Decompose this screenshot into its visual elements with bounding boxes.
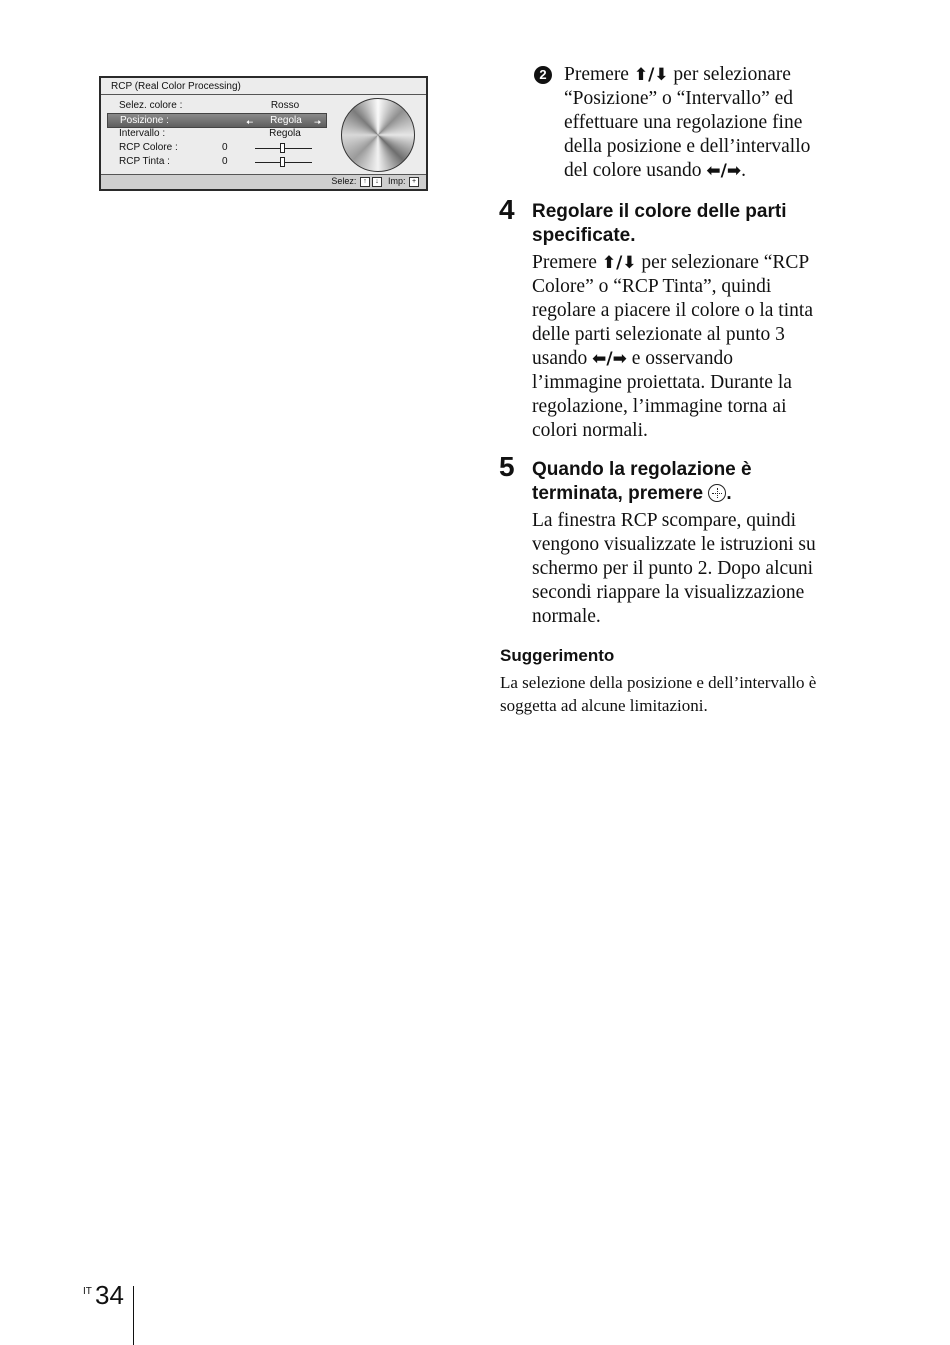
menu-row-label: RCP Tinta : xyxy=(119,156,170,167)
step-5-text xyxy=(532,509,927,629)
text-line: regolare a piacere il colore o la tinta xyxy=(532,300,813,321)
heading-line xyxy=(532,482,922,506)
left-right-arrow-icon: ⬅/➡ xyxy=(592,349,627,369)
enter-button-icon xyxy=(708,484,726,502)
menu-footer-hint xyxy=(331,176,420,187)
menu-row-label: Intervallo : xyxy=(119,128,166,139)
menu-row-label: Posizione : xyxy=(120,115,169,126)
footer-rule xyxy=(133,1286,134,1345)
text-frag: . xyxy=(726,483,732,504)
hue-slider xyxy=(255,162,312,163)
text-line: l’immagine proiettata. Durante la xyxy=(532,372,792,393)
text-line: soggetta ad alcune limitazioni. xyxy=(500,696,708,715)
text-line: effettuare una regolazione fine xyxy=(564,112,803,133)
text-line xyxy=(564,159,924,183)
text-frag: Premere xyxy=(532,252,597,273)
text-line: regolazione, l’immagine torna ai xyxy=(532,396,787,417)
step-4-text xyxy=(532,251,927,443)
substep-marker: 2 xyxy=(534,66,552,84)
arrow-right-icon: 🠦 xyxy=(314,117,322,127)
text-line: della posizione e dell’intervallo xyxy=(564,136,811,157)
down-key-icon: ↓ xyxy=(372,177,382,187)
text-frag: del colore usando xyxy=(564,160,702,181)
menu-row-value: Regola xyxy=(269,128,301,139)
menu-row-range xyxy=(107,128,327,141)
language-code: IT xyxy=(83,1286,92,1297)
step-5-heading xyxy=(532,458,922,506)
step-number-4: 4 xyxy=(499,194,515,225)
substep-2-text xyxy=(564,63,924,183)
text-line: schermo per il punto 2. Dopo alcuni xyxy=(532,558,814,579)
text-frag: e osservando xyxy=(631,348,733,369)
text-frag: usando xyxy=(532,348,588,369)
slider-knob xyxy=(280,157,285,167)
text-line xyxy=(532,251,927,275)
menu-row-color-select xyxy=(107,100,327,113)
step-number-5: 5 xyxy=(499,451,515,482)
menu-row-value: Rosso xyxy=(270,100,300,111)
color-wheel-preview xyxy=(341,98,415,172)
text-line: secondi riappare la visualizzazione xyxy=(532,582,805,603)
text-line: Colore” o “RCP Tinta”, quindi xyxy=(532,276,772,297)
text-line xyxy=(532,347,927,371)
left-right-arrow-icon: ⬅/➡ xyxy=(706,161,742,181)
menu-divider xyxy=(101,94,426,95)
text-frag: per selezionare “RCP xyxy=(641,252,810,273)
heading-line: specificate. xyxy=(532,225,636,246)
enter-key-icon: + xyxy=(409,177,419,187)
text-line: normale. xyxy=(532,606,601,627)
text-frag: per selezionare xyxy=(673,64,791,85)
up-down-arrow-icon: ⬆/⬇ xyxy=(601,253,637,273)
menu-row-label: Selez. colore : xyxy=(119,100,183,111)
footer-set-label: Imp: xyxy=(387,176,406,186)
menu-footer xyxy=(101,174,426,189)
page-number: 34 xyxy=(95,1280,124,1310)
text-frag: . xyxy=(741,160,746,181)
text-line: La finestra RCP scompare, quindi xyxy=(532,510,797,531)
menu-row-rcp-color xyxy=(107,142,327,155)
text-line: delle parti selezionate al punto 3 xyxy=(532,324,785,345)
text-line: colori normali. xyxy=(532,420,648,441)
up-key-icon: ↑ xyxy=(360,177,370,187)
menu-row-position xyxy=(107,113,327,128)
up-down-arrow-icon: ⬆/⬇ xyxy=(633,65,669,85)
heading-line: Quando la regolazione è xyxy=(532,459,752,480)
tip-text xyxy=(500,671,920,717)
color-slider xyxy=(255,148,312,149)
footer-select-label: Selez: xyxy=(331,176,357,186)
menu-row-number: 0 xyxy=(222,142,228,153)
text-frag: terminata, premere xyxy=(532,483,704,504)
step-4-heading xyxy=(532,200,922,248)
menu-row-rcp-hue xyxy=(107,156,327,169)
text-frag: Premere xyxy=(564,64,629,85)
text-line: vengono visualizzate le istruzioni su xyxy=(532,534,816,555)
rcp-menu-illustration xyxy=(99,76,428,191)
text-line xyxy=(564,63,924,87)
heading-line: Regolare il colore delle parti xyxy=(532,201,787,222)
arrow-left-icon: 🠤 xyxy=(246,117,254,127)
menu-row-number: 0 xyxy=(222,156,228,167)
slider-knob xyxy=(280,143,285,153)
menu-row-label: RCP Colore : xyxy=(119,142,178,153)
text-line: La selezione della posizione e dell’intervallo è xyxy=(500,673,817,692)
menu-row-value: Regola xyxy=(270,115,302,126)
text-line: “Posizione” o “Intervallo” ed xyxy=(564,88,794,109)
menu-title: RCP (Real Color Processing) xyxy=(111,81,241,92)
tip-title: Suggerimento xyxy=(500,646,615,665)
